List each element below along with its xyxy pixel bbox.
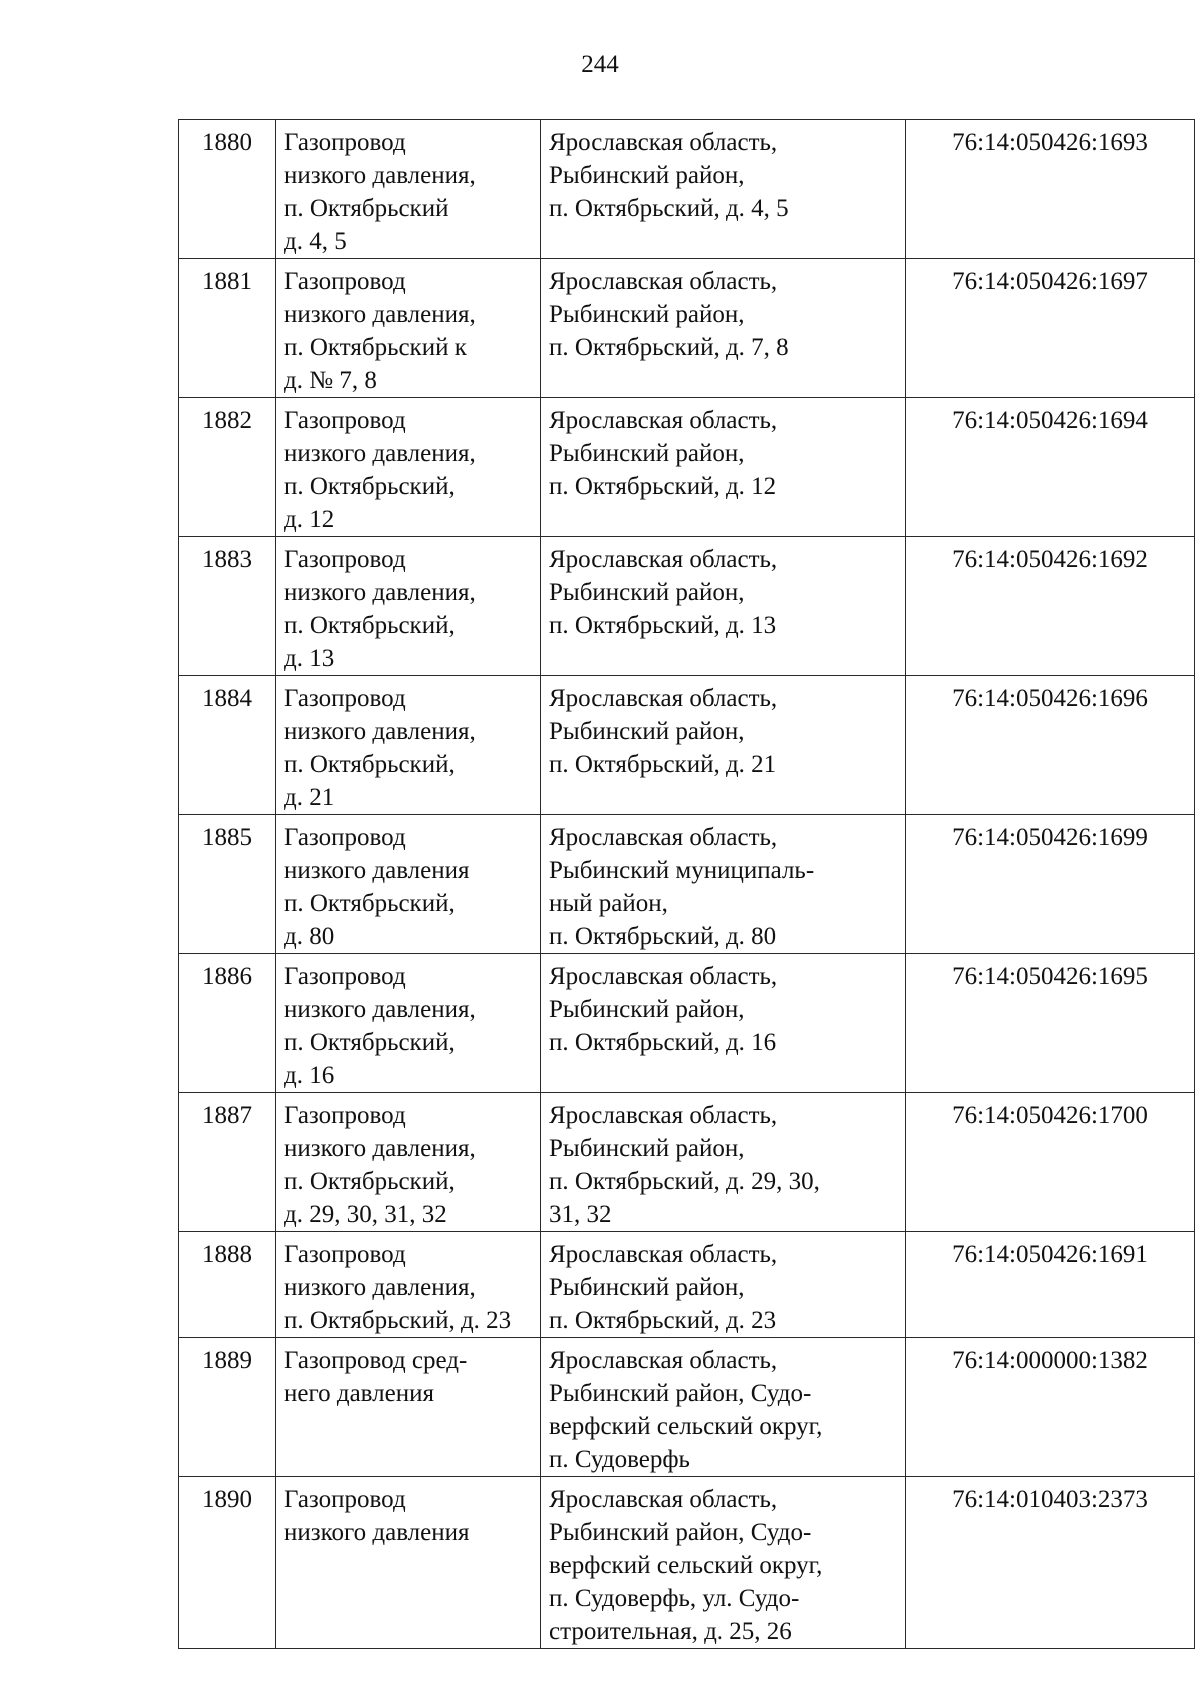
address-line: Ярославская область, — [549, 1102, 778, 1129]
address-line: верфский сельский округ, — [549, 1413, 823, 1440]
object-name-line: п. Октябрьский, — [284, 751, 455, 778]
table-row — [179, 1338, 1195, 1477]
object-name-cell — [276, 954, 541, 1093]
row-number-cell: 1880 — [179, 120, 276, 259]
object-name-line: д. 80 — [284, 923, 335, 950]
address-cell — [541, 1338, 906, 1477]
object-name-cell — [276, 1232, 541, 1338]
address-line: Рыбинский муниципаль- — [549, 857, 815, 884]
cadastral-number-cell: 76:14:000000:1382 — [906, 1338, 1195, 1477]
row-number-cell: 1887 — [179, 1093, 276, 1232]
object-name-line: низкого давления, — [284, 162, 476, 189]
address-line: Рыбинский район, — [549, 440, 745, 467]
address-line: Рыбинский район, Судо- — [549, 1519, 812, 1546]
address-line: п. Октябрьский, д. 16 — [549, 1029, 777, 1056]
object-name-line: п. Октябрьский, — [284, 473, 455, 500]
object-name-line: Газопровод — [284, 685, 406, 712]
address-line: п. Октябрьский, д. 80 — [549, 923, 777, 950]
table-row — [179, 120, 1195, 259]
address-line: Ярославская область, — [549, 1241, 778, 1268]
row-number-cell: 1886 — [179, 954, 276, 1093]
object-name-line: Газопровод — [284, 1102, 406, 1129]
object-name-cell — [276, 1477, 541, 1649]
address-cell — [541, 1093, 906, 1232]
address-line: 31, 32 — [549, 1201, 612, 1228]
address-line: Ярославская область, — [549, 824, 778, 851]
object-name-line: д. 16 — [284, 1062, 335, 1089]
address-line: п. Октябрьский, д. 4, 5 — [549, 195, 789, 222]
address-line: п. Октябрьский, д. 21 — [549, 751, 777, 778]
address-line: Рыбинский район, — [549, 579, 745, 606]
object-name-line: Газопровод — [284, 824, 406, 851]
object-name-line: Газопровод — [284, 1241, 406, 1268]
object-name-line: п. Октябрьский, д. 23 — [284, 1307, 512, 1334]
address-cell — [541, 815, 906, 954]
address-line: Ярославская область, — [549, 963, 778, 990]
cadastral-number-cell: 76:14:050426:1693 — [906, 120, 1195, 259]
address-cell — [541, 1232, 906, 1338]
object-name-line: него давления — [284, 1380, 434, 1407]
object-name-line: д. 21 — [284, 784, 335, 811]
address-line: Рыбинский район, — [549, 1274, 745, 1301]
row-number-cell: 1890 — [179, 1477, 276, 1649]
address-line: верфский сельский округ, — [549, 1552, 823, 1579]
address-line: строительная, д. 25, 26 — [549, 1618, 792, 1645]
object-name-line: д. 29, 30, 31, 32 — [284, 1201, 447, 1228]
object-name-line: п. Октябрьский, — [284, 890, 455, 917]
cadastral-number-cell: 76:14:050426:1697 — [906, 259, 1195, 398]
cadastral-number-cell: 76:14:050426:1695 — [906, 954, 1195, 1093]
object-name-line: Газопровод — [284, 129, 406, 156]
registry-table-body — [179, 120, 1195, 1649]
object-name-line: п. Октябрьский — [284, 195, 449, 222]
object-name-line: д. 12 — [284, 506, 335, 533]
table-row — [179, 676, 1195, 815]
object-name-line: низкого давления, — [284, 718, 476, 745]
row-number-cell: 1888 — [179, 1232, 276, 1338]
object-name-line: Газопровод сред- — [284, 1347, 468, 1374]
cadastral-number-cell: 76:14:050426:1692 — [906, 537, 1195, 676]
cadastral-number-cell: 76:14:050426:1700 — [906, 1093, 1195, 1232]
cadastral-number-cell: 76:14:050426:1694 — [906, 398, 1195, 537]
address-line: п. Октябрьский, д. 12 — [549, 473, 777, 500]
address-line: Ярославская область, — [549, 546, 778, 573]
object-name-line: низкого давления, — [284, 1274, 476, 1301]
object-name-line: низкого давления, — [284, 996, 476, 1023]
address-line: Ярославская область, — [549, 1347, 778, 1374]
row-number-cell: 1883 — [179, 537, 276, 676]
object-name-line: Газопровод — [284, 407, 406, 434]
address-cell — [541, 259, 906, 398]
address-cell — [541, 1477, 906, 1649]
address-line: Рыбинский район, — [549, 301, 745, 328]
object-name-line: низкого давления, — [284, 579, 476, 606]
row-number-cell: 1881 — [179, 259, 276, 398]
address-line: Рыбинский район, Судо- — [549, 1380, 812, 1407]
object-name-cell — [276, 120, 541, 259]
address-line: п. Октябрьский, д. 23 — [549, 1307, 777, 1334]
address-cell — [541, 676, 906, 815]
address-line: п. Судоверфь, ул. Судо- — [549, 1585, 800, 1612]
object-name-cell — [276, 259, 541, 398]
table-row — [179, 537, 1195, 676]
object-name-line: д. № 7, 8 — [284, 367, 377, 394]
object-name-line: п. Октябрьский, — [284, 1168, 455, 1195]
object-name-line: низкого давления — [284, 857, 470, 884]
row-number-cell: 1889 — [179, 1338, 276, 1477]
cadastral-number-cell: 76:14:050426:1699 — [906, 815, 1195, 954]
address-line: Ярославская область, — [549, 407, 778, 434]
cadastral-number-cell: 76:14:050426:1691 — [906, 1232, 1195, 1338]
object-name-cell — [276, 398, 541, 537]
object-name-line: низкого давления — [284, 1519, 470, 1546]
object-name-line: Газопровод — [284, 546, 406, 573]
object-name-cell — [276, 1093, 541, 1232]
row-number-cell: 1885 — [179, 815, 276, 954]
object-name-line: Газопровод — [284, 268, 406, 295]
object-name-line: Газопровод — [284, 963, 406, 990]
object-name-line: д. 4, 5 — [284, 228, 347, 255]
address-line: ный район, — [549, 890, 668, 917]
address-line: Ярославская область, — [549, 129, 778, 156]
address-cell — [541, 120, 906, 259]
registry-table — [178, 119, 1195, 1649]
table-row — [179, 259, 1195, 398]
object-name-line: низкого давления, — [284, 301, 476, 328]
address-line: п. Октябрьский, д. 7, 8 — [549, 334, 789, 361]
table-row — [179, 1477, 1195, 1649]
table-row — [179, 815, 1195, 954]
table-row — [179, 954, 1195, 1093]
object-name-cell — [276, 676, 541, 815]
address-line: Рыбинский район, — [549, 718, 745, 745]
address-line: Рыбинский район, — [549, 162, 745, 189]
table-row — [179, 1232, 1195, 1338]
object-name-cell — [276, 537, 541, 676]
address-line: Ярославская область, — [549, 685, 778, 712]
row-number-cell: 1884 — [179, 676, 276, 815]
object-name-line: п. Октябрьский, — [284, 1029, 455, 1056]
row-number-cell: 1882 — [179, 398, 276, 537]
address-line: Ярославская область, — [549, 1486, 778, 1513]
address-line: п. Октябрьский, д. 29, 30, — [549, 1168, 820, 1195]
address-line: Рыбинский район, — [549, 996, 745, 1023]
table-row — [179, 1093, 1195, 1232]
object-name-line: низкого давления, — [284, 1135, 476, 1162]
object-name-line: п. Октябрьский, — [284, 612, 455, 639]
object-name-line: п. Октябрьский к — [284, 334, 467, 361]
page-number: 244 — [581, 51, 619, 78]
address-cell — [541, 537, 906, 676]
object-name-line: Газопровод — [284, 1486, 406, 1513]
address-line: Ярославская область, — [549, 268, 778, 295]
table-row — [179, 398, 1195, 537]
address-cell — [541, 398, 906, 537]
address-cell — [541, 954, 906, 1093]
cadastral-number-cell: 76:14:010403:2373 — [906, 1477, 1195, 1649]
address-line: Рыбинский район, — [549, 1135, 745, 1162]
address-line: п. Судоверфь — [549, 1446, 690, 1473]
cadastral-number-cell: 76:14:050426:1696 — [906, 676, 1195, 815]
object-name-line: д. 13 — [284, 645, 335, 672]
object-name-cell — [276, 1338, 541, 1477]
address-line: п. Октябрьский, д. 13 — [549, 612, 777, 639]
object-name-cell — [276, 815, 541, 954]
object-name-line: низкого давления, — [284, 440, 476, 467]
